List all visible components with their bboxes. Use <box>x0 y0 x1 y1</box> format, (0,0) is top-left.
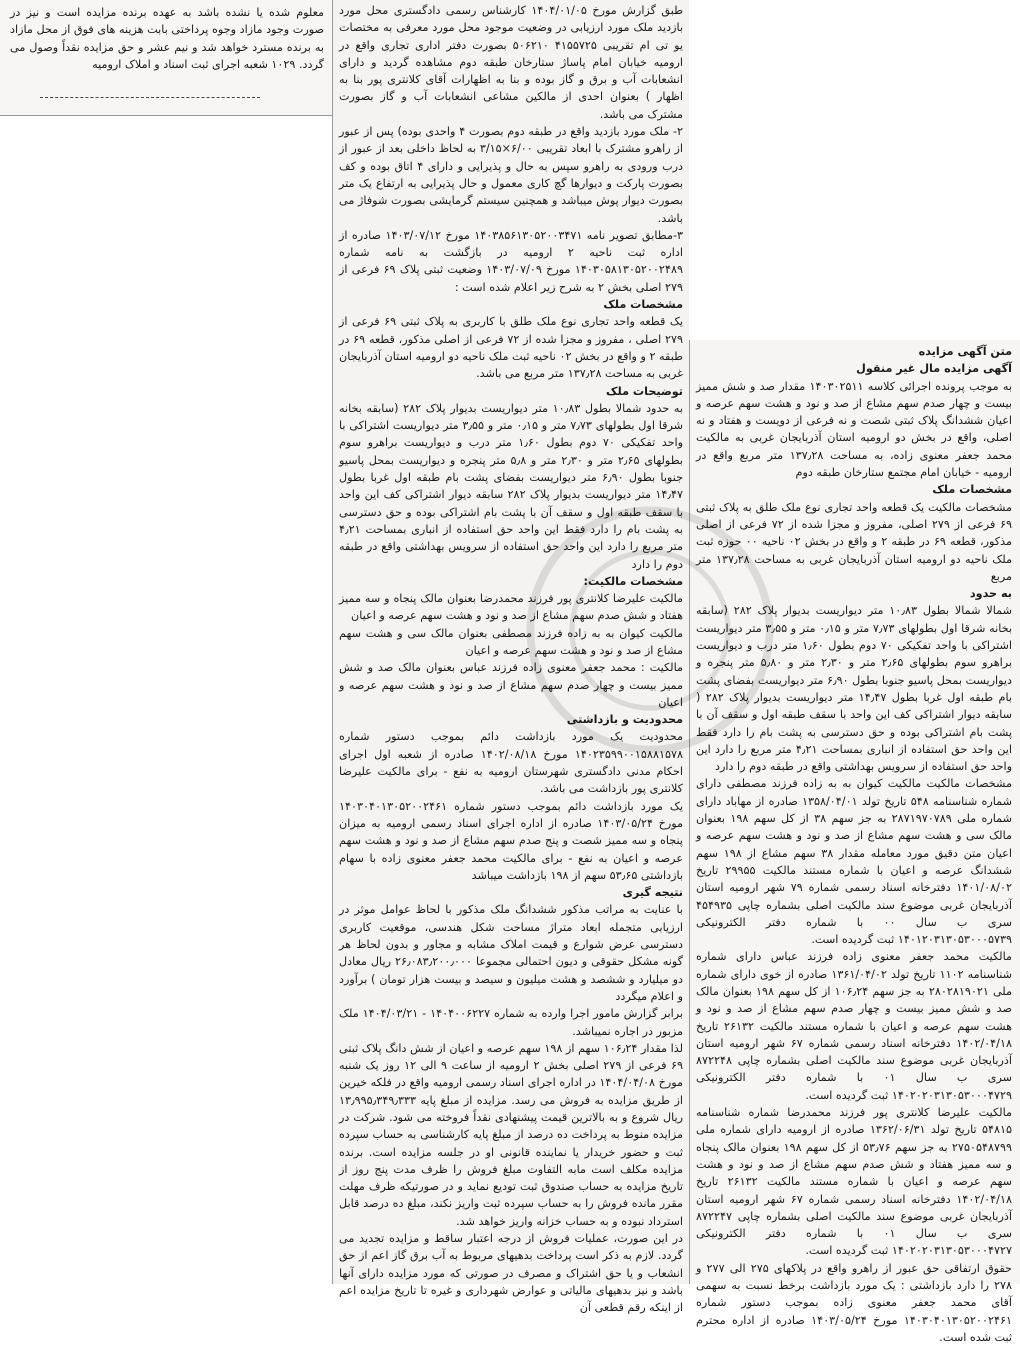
property-specs-paragraph: مشخصات مالکیت یک قطعه واحد تجاری نوع ملک طلق به پلاک ثبتی ۶۹ فرعی از ۲۷۹ اصلی، مفروز و مجزا شده از ۷۲ فرعی از اصلی مذکور، قطعه ۶۹ در طبقه ۲ و واقع در بخش ۰۲ ناحیه ۰۰ حوزه ثبت ملک ناحیه دو ارومیه استان آذربایجان غربی به مساحت ۱۳۷٫۲۸ متر مربع <box>696 500 1012 583</box>
separator-rule <box>40 97 260 98</box>
ownership-heading: مشخصات مالکیت: <box>583 574 683 588</box>
conclusion-heading: نتیجه گیری <box>622 886 683 900</box>
restriction-paragraph: محدودیت یک مورد بازداشت دائم بموجب دستور شماره ۱۴۰۲۳۵۹۹۰۰۱۵۸۸۱۵۷۸ مورخ ۱۴۰۲/۰۸/۱۸ صادره از شعبه اول اجرای احکام مدنی دادگستری شهرستان ارومیه به نفع - برای مالکیت علیرضا کلانتری پور بازداشت می باشد. <box>339 730 683 796</box>
easement-paragraph: حقوق ارتفاقی حق عبور از راهرو واقع در پلاکهای ۲۷۵ الی ۲۷۷ و ۲۷۸ را دارد بازداشتی : یک مورد بازداشت برخط نسبت به سهمی آقای محمد جعفر معنوی زاده بموجب دستور شماره ۱۴۰۳۰۴۰۱۳۰۵۲۰۰۲۴۶۱ مورخ ۱۴۰۳/۰۵/۲۴ صادره از اداره محترم ثبت شده است. <box>696 1261 1012 1344</box>
owner-paragraph: مشخصات مالکیت مالکیت کیوان به به زاده فرزند مصطفی دارای شماره شناسنامه ۵۴۸ تاریخ تولد ۱۳۵۸/۰۴/۰۱ صادره از مهاباد دارای شماره ملی ۲۸۷۱۹۷۰۷۸۹ به جز سهم ۳۸ از کل سهم ۱۹۸ بعنوان مالک سی و هشت سهم مشاع از صد و نود و هشت سهم عرصه و اعیان متن دقیق مورد معامله مقدار ۳۸ سهم مشاع از ۱۹۸ سهم ششدانگ عرصه و اعیان با شماره مستند مالکیت ۲۹۹۵۵ تاریخ ۱۴۰۱/۰۸/۰۲ دفترخانه اسناد رسمی شماره ۷۹ شهر ارومیه استان آذربایجان غربی موضوع سند مالکیت اصلی بشماره چاپی ۴۵۴۹۳۵ سری ب سال ۰۰ با شماره دفتر الکترونیکی ۱۴۰۱۲۰۳۱۳۰۵۳۰۰۰۵۷۳۹ ثبت گردیده است. <box>696 777 1013 947</box>
auction-details-column <box>333 0 689 1315</box>
property-specs-paragraph: یک قطعه واحد تجاری نوع ملک طلق با کاربری به پلاک ثبتی ۶۹ فرعی از ۲۷۹ اصلی ، مفروز و مجزا شده از ۷۲ فرعی از اصلی مذکور، قطعه ۶۹ در طبقه ۲ و واقع در بخش ۰۲ ناحیه ثبت ملک ناحیه دو ارومیه استان آذربایجان غربی به مساحت ۱۳۷٫۲۸ متر مربع می باشد. <box>339 315 683 381</box>
owner-paragraph: مالکیت کیوان به به زاده فرزند مصطفی بعنوان مالک سی و هشت سهم مشاع از صد و نود و هشت سهم عرصه و اعیان <box>339 626 683 657</box>
notice-ending-text: معلوم شده یا نشده باشد به عهده برنده مزایده است و نیز در صورت وجود مازاد وجوه پرداختی بابت هزینه های فوق از محل مازاد به برنده مسترد خواهد شد و نیم عشر و حق مزایده نقداً وصول می گردد. ۱۰۲۹ شعبه اجرای ثبت اسناد و املاک ارومیه <box>10 6 324 71</box>
notice-intro-paragraph: به موجب پرونده اجرائی کلاسه ۱۴۰۳۰۲۵۱۱ مقدار صد و شش ممیز بیست و چهار صدم سهم مشاع از صد و نود و هشت سهم عرصه و اعیان ششدانگ پلاک ثبتی شصت و نه فرعی از دویست و هفتاد و نه اصلی، واقع در بخش دو ارومیه استان آذربایجان غربی به مالکیت محمد جعفر معنوی زاده، به مساحت ۱۳۷٫۲۸ متر مربع واقع در ارومیه - خیابان امام مجتمع ستارخان طبقه دوم <box>696 379 1012 480</box>
registry-letter-paragraph: ۳-مطابق تصویر نامه ۱۴۰۳۸۵۶۱۳۰۵۲۰۰۳۴۷۱ مورخ ۱۴۰۳/۰۷/۱۲ صادره از اداره ثبت ناحیه ۲ ارومیه در بازگشت به نامه شماره ۱۴۰۳۰۵۸۱۳۰۵۲۰۰۲۴۸۹ مورخ ۱۴۰۳/۰۷/۰۹ وضعیت ثبتی پلاک ۶۹ فرعی از ۲۷۹ اصلی بخش ۲ به شرح زیر اعلام شده است : <box>339 228 683 294</box>
notice-title: متن آگهی مزایده <box>918 345 1012 358</box>
valuation-paragraph: با عنایت به مراتب مذکور ششدانگ ملک مذکور با لحاظ عوامل موثر در ارزیابی متجمله ابعاد متراژ مساحت شکل هندسی، موقعیت کاربری دسترسی عرض شوارع و قیمت املاک مشابه و مجاور و بدون لحاظ هر گونه مشکل حقوقی و دیون احتمالی مجموعا ۲۶٫۰۸۳٫۲۰۰٫۰۰۰ ریال معادل دو میلیارد و ششصد و هشت میلیون و سیصد و بیست هزار تومان ) برآورد و اعلام میگردد <box>339 903 684 1003</box>
property-specs-heading: مشخصات ملک <box>932 483 1012 497</box>
restriction-paragraph: یک مورد بازداشت دائم بموجب دستور شماره ۱۴۰۳۰۴۰۱۳۰۵۲۰۰۲۴۶۱ مورخ ۱۴۰۳/۰۵/۲۴ صادره از اداره اجرای اسناد رسمی ارومیه به میزان پنجاه و سه ممیز شصت و پنج صدم سهم مشاع از صد و نود و هشت سهم عرصه و اعیان به نفع - برای مالکیت محمد جعفر معنوی زاده با سهام بازداشتی ۵۳٫۶۵ سهم از ۱۹۸ بازداشت میباشد <box>339 799 683 882</box>
expert-report-paragraph: طبق گزارش مورخ ۱۴۰۴/۰۱/۰۵ کارشناس رسمی دادگستری محل مورد بازدید ملک مورد ارزیابی در وضعیت موجود محل مورد معرفی به مختصات یو تی ام تقریبی ۴۱۵۵۷۲۵ ۵۰۶۲۱۰ بصورت دفتر اداری تجاری واقع در ارومیه خیابان امام پاساژ ستارخان طبقه دوم مشاهده گردید و دارای انشعابات آب و برق و گاز بوده و بنا به اظهارات آقای کلانتری پور بنا به اظهار ) بعنوان احدی از مالکین مشاعی انشعابات آب و گاز بصورت مشترک می باشد. <box>339 4 683 121</box>
owner-paragraph: مالکیت علیرضا کلانتری پور فرزند محمدرضا بعنوان مالک پنجاه و سه ممیز هفتاد و شش صدم سهم مشاع از صد و نود و هشت سهم عرصه و اعیان <box>339 592 683 623</box>
section-border <box>0 115 333 116</box>
property-description-heading: توضیحات ملک <box>606 384 683 398</box>
lease-status-paragraph: برابر گزارش مامور اجرا وارده به شماره ۱۴۰۴۰۰۶۲۲۷ - ۱۴۰۴/۰۳/۲۱ ملک مزبور در اجاره نمیباشد. <box>339 1007 684 1038</box>
restrictions-heading: محدودیت و بازداشتی <box>566 713 683 727</box>
owner-paragraph: مالکیت محمد جعفر معنوی زاده فرزند عباس دارای شماره شناسنامه ۱۱۰۲ تاریخ تولد ۱۳۶۱/۰۴/۰۲ صادره از خوی دارای شماره ملی ۲۸۰۲۸۱۹۰۲۱ به جز سهم ۱۰۶٫۲۴ از کل سهم ۱۹۸ بعنوان مالک صد و شش ممیز بیست و چهار صدم سهم مشاع از صد و نود و هشت سهم عرصه و اعیان با شماره مستند مالکیت ۲۶۱۳۲ تاریخ ۱۴۰۲/۰۴/۱۸ دفترخانه اسناد رسمی شماره ۶۷ شهر ارومیه استان آذربایجان غربی موضوع سند مالکیت اصلی بشماره چاپی ۸۷۲۲۴۸ سری ب سال ۰۱ با شماره دفتر الکترونیکی ۱۴۰۲۰۲۰۳۱۳۰۵۳۰۰۰۴۷۲۹ ثبت گردیده است. <box>696 950 1013 1102</box>
boundaries-heading: به حدود <box>969 587 1012 601</box>
auction-terms-paragraph: در این صورت، عملیات فروش از درجه اعتبار ساقط و مزایده تجدید می گردد. لازم به ذکر است پرداخت بدهیهای مربوط به آب برق گاز اعم از حق انشعاب و یا حق اشتراک و مصرف در صورتی که مورد مزایده دارای آنها باشد و نیز بدهیهای مالیاتی و عوارض شهرداری و غیره تا تاریخ مزایده اعم از اینکه رقم قطعی آن <box>339 1232 683 1315</box>
auction-terms-paragraph: لذا مقدار ۱۰۶٫۲۴ سهم از ۱۹۸ سهم عرصه و اعیان از شش دانگ پلاک ثبتی ۶۹ فرعی از ۲۷۹ اصلی بخش ۲ ارومیه از ساعت ۹ الی ۱۲ روز یک شنبه مورخ ۱۴۰۴/۰۴/۰۸ در اداره اجرای اسناد رسمی ارومیه واقع در فلکه خیرین از طریق مزایده به فروش می رسد. مزایده از مبلغ پایه ۱۳٫۹۹۵٫۳۴۹٫۳۳۳ ریال شروع و به بالاترین قیمت پیشنهادی نقداً فروخته می شود. شرکت در مزایده منوط به پرداخت ده درصد از مبلغ پایه کارشناسی به حساب سپرده ثبت و حضور خریدار یا نماینده قانونی او در جلسه مزایده است. برنده مزایده مکلف است مابه التفاوت مبلغ فروش را ظرف مدت پنج روز از تاریخ مزایده به حساب صندوق ثبت تودیع نماید و در صورتیکه ظرف مهلت مقرر مانده فروش را به حساب سپرده ثبت واریز نکند، مبلغ ده درصد قابل استرداد نبوده و به حساب خزانه واریز خواهد شد. <box>339 1041 683 1228</box>
notice-subtitle: آگهی مزایده مال غیر منقول <box>856 362 1012 376</box>
owner-paragraph: مالکیت : محمد جعفر معنوی زاده فرزند عباس بعنوان مالک صد و شش ممیز بیست و چهار صدم سهم مشاع از صد و نود و هشت سهم عرصه و اعیان <box>339 661 683 709</box>
auction-notice-column <box>690 340 1020 1344</box>
boundaries-paragraph: شمالا شمالا بطول ۱۰٫۸۳ متر دیواریست بدیوار پلاک ۲۸۲ (سابقه بخانه شرقا اول بطولهای ۷٫۷۳ متر و ۰٫۱۵ متر و ۳٫۵۵ متر دیواریست اشتراکی با واحد تفکیکی ۷۰ دوم بطول ۱٫۶۰ متر درب و دیواریست براهرو سوم بطولهای ۲٫۶۵ متر و ۲٫۳۰ متر و ۵٫۸۰ متر پنجره و دیواریست بمحل پاسیو جنوبا بطول ۶٫۹۰ متر دیواریست بفضای پشت بام طبقه اول غربا بطول ۱۴٫۴۷ متر دیواریست بدیوار پلاک ۲۸۲ ( سابقه دیوار اشتراکی کف این واحد با سقف طبقه اول و سقف آن با پشت بام اشتراکی بوده و حق دسترسی به پشت بام را دارد فقط این واحد حق استفاده از انباری بمساحت ۴٫۲۱ متر مربع را دارد این واحد حق استفاده از سرویس بهداشتی واقع در طبقه دوم را دارد <box>696 604 1013 774</box>
property-specs-heading: مشخصات ملک <box>603 298 683 312</box>
boundaries-paragraph: به حدود شمالا بطول ۱۰٫۸۳ متر دیواریست بدیوار پلاک ۲۸۲ (سابقه بخانه شرقا اول بطولهای ۷٫۷۳ متر و ۰٫۱۵ متر و ۳٫۵۵ متر دیواریست اشتراکی با واحد تفکیکی ۷۰ دوم بطول ۱٫۶۰ متر درب و دیواریست براهرو سوم بطولهای ۲٫۶۵ متر و ۲٫۳۰ متر و ۵٫۸ متر پنجره و دیواریست بمحل پاسیو جنوبا بطول ۶٫۹۰ متر دیواریست بفضای پشت بام طبقه اول غربا بطول ۱۴٫۴۷ متر دیواریست بدیوار پلاک ۲۸۲ سابقه دیوار اشتراکی کف این واحد با سقف طبقه اول و سقف آن با پشت بام اشتراکی بوده و حق دسترسی به پشت بام را دارد فقط این واحد حق استفاده از انباری بمساحت ۴٫۲۱ متر مربع را دارد این واحد حق استفاده از سرویس بهداشتی واقع در طبقه دوم را دارد <box>339 401 684 571</box>
owner-paragraph: مالکیت علیرضا کلانتری پور فرزند محمدرضا شماره شناسنامه ۵۴۸۱۵ تاریخ تولد ۱۳۶۲/۰۶/۳۱ صادره از ارومیه دارای شماره ملی ۲۷۵۰۵۴۸۷۹۹ به جز سهم ۵۳٫۷۶ از کل سهم ۱۹۸ بعنوان مالک پنجاه و سه ممیز هفتاد و شش صدم سهم مشاع از صد و نود و هشت سهم عرصه و اعیان با شماره مستند مالکیت ۲۶۱۳۲ تاریخ ۱۴۰۲/۰۴/۱۸ دفترخانه اسناد رسمی شماره ۶۷ شهر ارومیه استان آذربایجان غربی موضوع سند مالکیت اصلی بشماره چاپی ۸۷۲۲۴۷ سری ب سال ۰۱ با شماره دفتر الکترونیکی ۱۴۰۲۰۲۰۳۱۳۰۵۳۰۰۰۴۷۲۷ ثبت گردیده است. <box>696 1106 1013 1258</box>
visit-paragraph: ۲- ملک مورد بازدید واقع در طبقه دوم بصورت ۴ واحدی بوده) پس از عبور از راهرو مشترک با ابعاد تقریبی ۶/۰۰×۳/۱۵ به لحاظ داخلی بعد از عبور از درب ورودی به راهرو سپس به حال و پذیرایی و دارای ۴ اتاق بوده و کف بصورت پارکت و دیوارها گچ کاری معمول و حال پذیرایی به ارتفاع یک متر بصورت دیوار پوش میباشد و همچنین سیستم گرمایشی بصورت شوفاژ می باشد. <box>339 125 684 225</box>
